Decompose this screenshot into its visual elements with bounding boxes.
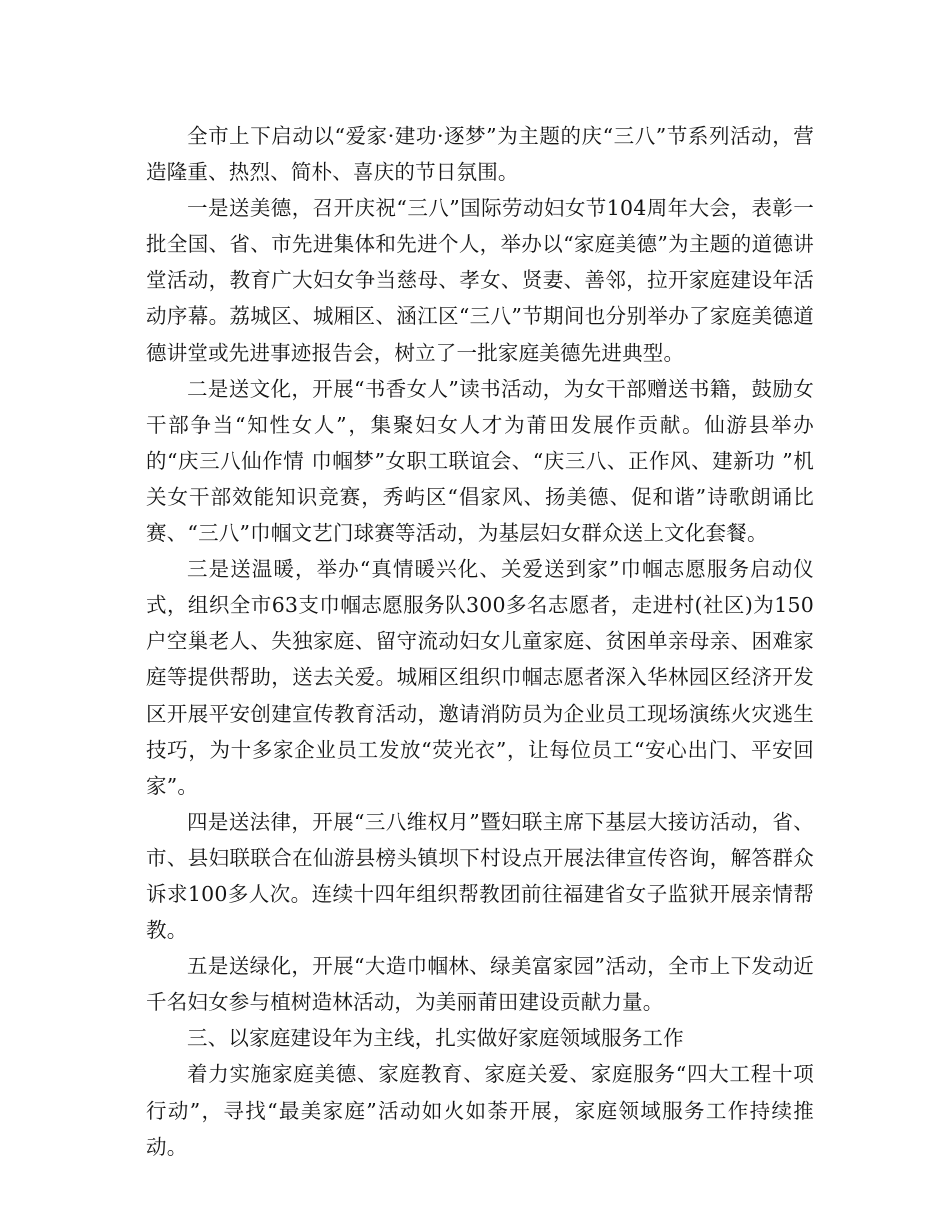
- paragraph-family-services: 着力实施家庭美德、家庭教育、家庭关爱、家庭服务“四大工程十项行动”，寻找“最美家庭”活动如火如荼开展，家庭领域服务工作持续推动。: [146, 1062, 814, 1159]
- paragraph-culture: 二是送文化，开展“书香女人”读书活动，为女干部赠送书籍，鼓励女干部争当“知性女人”，集聚妇女人才为莆田发展作贡献。仙游县举办的“庆三八仙作情 巾帼梦”女职工联谊会、“庆三八、正作风、建新功 ”机关女干部效能知识竞赛，秀屿区“倡家风、扬美德、促和谐”诗歌朗诵比赛、“三八”巾帼文艺门球赛等活动，为基层妇女群众送上文化套餐。: [146, 376, 814, 546]
- paragraph-warmth: 三是送温暖，举办“真情暖兴化、关爱送到家”巾帼志愿服务启动仪式，组织全市63支巾帼志愿服务队300多名志愿者，走进村(社区)为150户空巢老人、失独家庭、留守流动妇女儿童家庭、贫困单亲母亲、困难家庭等提供帮助，送去关爱。城厢区组织巾帼志愿者深入华林园区经济开发区开展平安创建宣传教育活动，邀请消防员为企业员工现场演练火灾逃生技巧，为十多家企业员工发放“荧光衣”，让每位员工“安心出门、平安回家”。: [146, 557, 814, 798]
- paragraph-intro: 全市上下启动以“爱家·建功·逐梦”为主题的庆“三八”节系列活动，营造隆重、热烈、简朴、喜庆的节日氛围。: [146, 124, 814, 185]
- document-body: [146, 118, 814, 1165]
- paragraph-greening: 五是送绿化，开展“大造巾帼林、绿美富家园”活动，全市上下发动近千名妇女参与植树造林活动，为美丽莆田建设贡献力量。: [146, 954, 814, 1015]
- section-heading: 三、以家庭建设年为主线，扎实做好家庭领域服务工作: [187, 1026, 684, 1051]
- paragraph-law: 四是送法律，开展“三八维权月”暨妇联主席下基层大接访活动，省、市、县妇联联合在仙游县榜头镇坝下村设点开展法律宣传咨询，解答群众诉求100多人次。连续十四年组织帮教团前往福建省女子监狱开展亲情帮教。: [146, 809, 814, 943]
- paragraph-morality: 一是送美德，召开庆祝“三八”国际劳动妇女节104周年大会，表彰一批全国、省、市先进集体和先进个人，举办以“家庭美德”为主题的道德讲堂活动，教育广大妇女争当慈母、孝女、贤妻、善邻，拉开家庭建设年活动序幕。荔城区、城厢区、涵江区“三八”节期间也分别举办了家庭美德道德讲堂或先进事迹报告会，树立了一批家庭美德先进典型。: [146, 196, 814, 365]
